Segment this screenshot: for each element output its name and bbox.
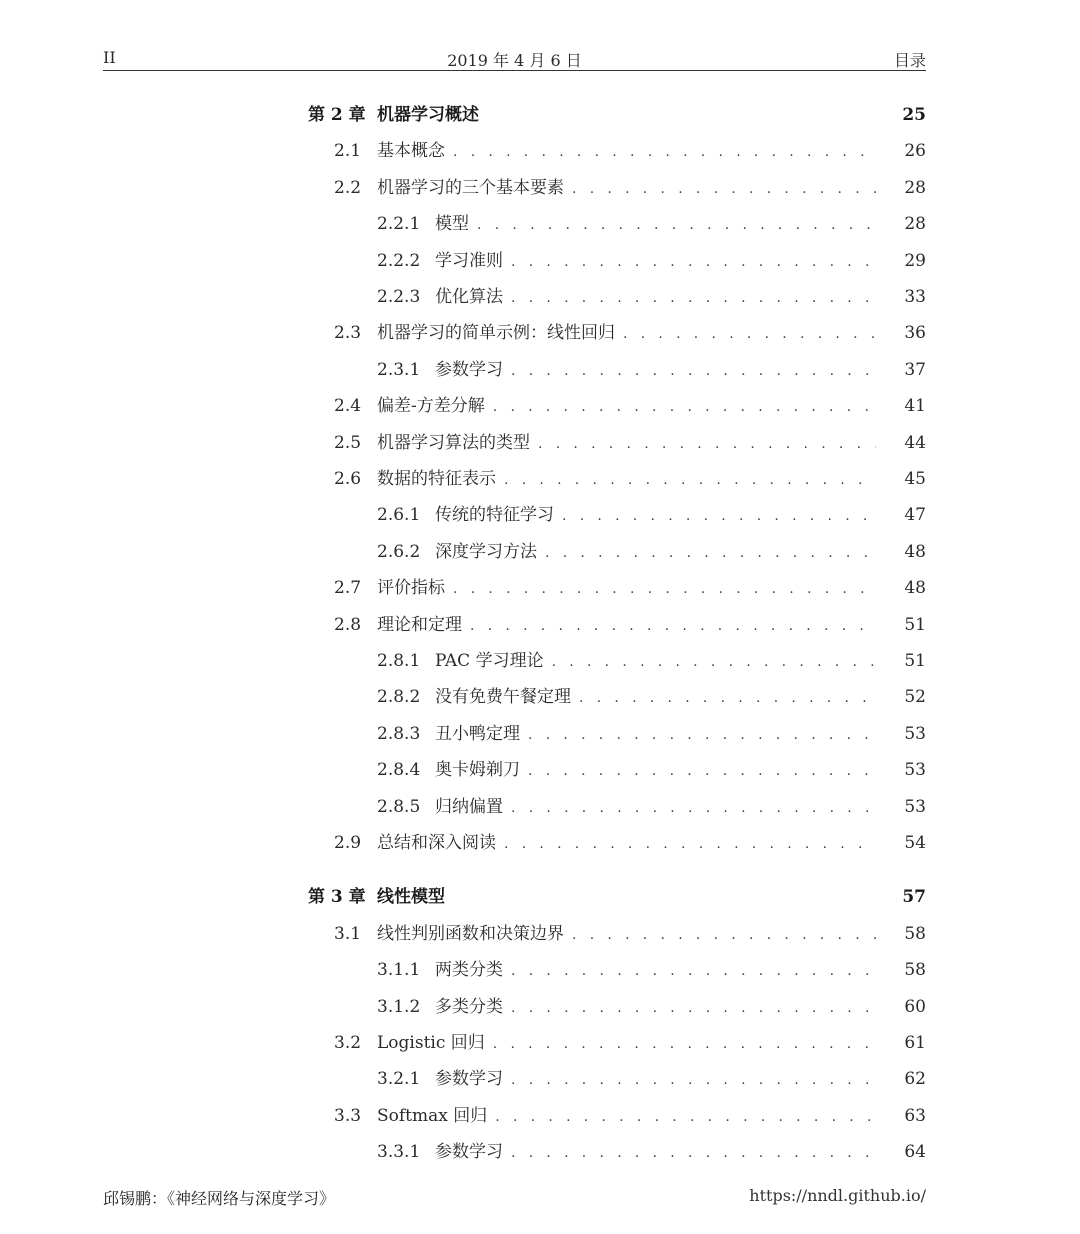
section-title: 数据的特征表示 <box>377 469 496 489</box>
page-number-roman: II <box>103 48 116 67</box>
toc-subsection-row[interactable] <box>377 956 926 984</box>
dot-leader <box>511 283 876 311</box>
section-title: 奥卡姆剃刀 <box>435 760 520 781</box>
section-page-number: 48 <box>904 578 926 599</box>
section-page-number: 62 <box>904 1069 926 1090</box>
section-page-number: 44 <box>904 432 926 453</box>
section-title: Softmax 回归 <box>377 1105 488 1126</box>
dot-leader <box>453 574 876 602</box>
section-title: 优化算法 <box>435 287 503 307</box>
section-page-number: 58 <box>904 960 926 981</box>
section-number: 2.6 <box>334 469 362 489</box>
section-title: 传统的特征学习 <box>435 505 554 526</box>
section-page-number: 47 <box>904 505 926 526</box>
section-number: 2.8 <box>334 614 362 635</box>
section-page-number: 37 <box>904 359 926 380</box>
section-number: 2.1 <box>334 141 362 162</box>
section-number: 2.8.2 <box>377 687 421 708</box>
dot-leader <box>545 538 876 566</box>
section-title: PAC 学习理论 <box>435 651 544 671</box>
section-title: Logistic 回归 <box>377 1033 485 1053</box>
section-number: 3.3 <box>334 1105 362 1126</box>
toc-section-row[interactable] <box>334 465 926 493</box>
toc-subsection-row[interactable] <box>377 1065 926 1093</box>
section-title: 两类分类 <box>435 960 503 981</box>
chapter-title: 机器学习概述 <box>377 105 479 125</box>
dot-leader <box>552 647 876 675</box>
toc-subsection-row[interactable] <box>377 756 926 784</box>
section-title: 线性判别函数和决策边界 <box>377 923 564 944</box>
dot-leader <box>562 501 876 529</box>
toc-section-row[interactable] <box>334 829 926 857</box>
section-number: 2.2.3 <box>377 287 421 307</box>
section-title: 机器学习的简单示例：线性回归 <box>377 323 615 344</box>
section-number: 2.4 <box>334 396 362 417</box>
dot-leader <box>504 465 876 493</box>
dot-leader <box>511 793 876 821</box>
chapter-number: 第 2 章 <box>308 105 366 125</box>
section-page-number: 36 <box>904 323 926 344</box>
dot-leader <box>511 1138 876 1166</box>
section-title: 多类分类 <box>435 996 503 1017</box>
toc-subsection-row[interactable] <box>377 647 926 675</box>
section-page-number: 41 <box>904 396 926 417</box>
chapter-number: 第 3 章 <box>308 887 366 908</box>
section-number: 2.7 <box>334 578 362 599</box>
section-number: 3.1.1 <box>377 960 421 981</box>
section-number: 2.6.2 <box>377 541 421 562</box>
section-page-number: 61 <box>904 1033 926 1053</box>
section-title: 理论和定理 <box>377 614 462 635</box>
chapter-page-number: 57 <box>902 887 926 908</box>
dot-leader <box>477 210 876 238</box>
section-page-number: 63 <box>904 1105 926 1126</box>
section-page-number: 53 <box>904 723 926 744</box>
section-title: 学习准则 <box>435 250 503 271</box>
section-title: 机器学习的三个基本要素 <box>377 177 564 198</box>
section-page-number: 60 <box>904 996 926 1017</box>
section-title: 参数学习 <box>435 359 503 380</box>
dot-leader <box>528 756 876 784</box>
section-number: 2.3.1 <box>377 359 421 380</box>
section-number: 2.2.2 <box>377 250 421 271</box>
header-section-title: 目录 <box>893 51 926 70</box>
toc-subsection-row[interactable] <box>377 356 926 384</box>
dot-leader <box>453 137 876 165</box>
dot-leader <box>511 247 876 275</box>
section-number: 3.2 <box>334 1033 362 1053</box>
toc-subsection-row[interactable] <box>377 720 926 748</box>
section-page-number: 54 <box>904 833 926 853</box>
header-date: 2019 年 4 月 6 日 <box>447 51 582 70</box>
section-page-number: 28 <box>904 214 926 235</box>
section-number: 2.8.5 <box>377 796 421 817</box>
section-number: 2.2 <box>334 177 362 198</box>
toc-chapter-row[interactable] <box>308 883 926 911</box>
section-page-number: 48 <box>904 541 926 562</box>
footer-book-citation: 邱锡鹏：《神经网络与深度学习》 <box>103 1189 336 1208</box>
toc-section-row[interactable] <box>334 574 926 602</box>
section-title: 参数学习 <box>435 1142 503 1163</box>
dot-leader <box>511 356 876 384</box>
dot-leader <box>511 1065 876 1093</box>
toc-subsection-row[interactable] <box>377 793 926 821</box>
section-title: 基本概念 <box>377 141 445 162</box>
section-title: 模型 <box>435 214 469 235</box>
section-number: 2.5 <box>334 432 362 453</box>
section-page-number: 28 <box>904 177 926 198</box>
dot-leader <box>572 920 876 948</box>
dot-leader <box>504 829 876 857</box>
section-page-number: 64 <box>904 1142 926 1163</box>
section-number: 3.3.1 <box>377 1142 421 1163</box>
section-number: 2.3 <box>334 323 362 344</box>
toc-chapter-row[interactable] <box>308 101 926 129</box>
section-page-number: 51 <box>904 614 926 635</box>
section-page-number: 53 <box>904 796 926 817</box>
chapter-page-number: 25 <box>902 105 926 125</box>
dot-leader <box>493 1029 876 1057</box>
toc-subsection-row[interactable] <box>377 1138 926 1166</box>
dot-leader <box>470 611 876 639</box>
section-page-number: 52 <box>904 687 926 708</box>
section-page-number: 58 <box>904 923 926 944</box>
dot-leader <box>579 683 876 711</box>
chapter-title: 线性模型 <box>377 887 445 908</box>
section-title: 归纳偏置 <box>435 796 503 817</box>
toc-subsection-row[interactable] <box>377 538 926 566</box>
section-title: 没有免费午餐定理 <box>435 687 571 708</box>
section-title: 丑小鸭定理 <box>435 723 520 744</box>
dot-leader <box>493 392 876 420</box>
section-page-number: 33 <box>904 287 926 307</box>
section-number: 3.2.1 <box>377 1069 421 1090</box>
dot-leader <box>528 720 876 748</box>
section-number: 2.2.1 <box>377 214 421 235</box>
section-number: 2.8.4 <box>377 760 421 781</box>
section-title: 深度学习方法 <box>435 541 537 562</box>
dot-leader <box>511 956 876 984</box>
toc-subsection-row[interactable] <box>377 993 926 1021</box>
toc-section-row[interactable] <box>334 137 926 165</box>
toc-section-row[interactable] <box>334 429 926 457</box>
section-number: 2.8.3 <box>377 723 421 744</box>
toc-section-row[interactable] <box>334 174 926 202</box>
toc-subsection-row[interactable] <box>377 283 926 311</box>
section-number: 3.1.2 <box>377 996 421 1017</box>
dot-leader <box>511 993 876 1021</box>
toc-section-row[interactable] <box>334 319 926 347</box>
page-footer <box>103 1186 926 1210</box>
toc-section-row[interactable] <box>334 611 926 639</box>
section-number: 3.1 <box>334 923 362 944</box>
toc-section-row[interactable] <box>334 1029 926 1057</box>
section-page-number: 45 <box>904 469 926 489</box>
dot-leader <box>572 174 876 202</box>
dot-leader <box>495 1102 876 1130</box>
toc-section-row[interactable] <box>334 392 926 420</box>
toc-subsection-row[interactable] <box>377 210 926 238</box>
section-title: 总结和深入阅读 <box>377 833 496 853</box>
section-number: 2.6.1 <box>377 505 421 526</box>
section-number: 2.9 <box>334 833 362 853</box>
footer-url[interactable]: https://nndl.github.io/ <box>749 1186 926 1205</box>
dot-leader <box>623 319 876 347</box>
section-title: 评价指标 <box>377 578 445 599</box>
toc-section-row[interactable] <box>334 1102 926 1130</box>
section-title: 参数学习 <box>435 1069 503 1090</box>
section-page-number: 26 <box>904 141 926 162</box>
dot-leader <box>538 429 876 457</box>
toc-subsection-row[interactable] <box>377 683 926 711</box>
section-page-number: 29 <box>904 250 926 271</box>
toc-subsection-row[interactable] <box>377 247 926 275</box>
section-page-number: 53 <box>904 760 926 781</box>
section-page-number: 51 <box>904 651 926 671</box>
toc-subsection-row[interactable] <box>377 501 926 529</box>
section-number: 2.8.1 <box>377 651 421 671</box>
toc-section-row[interactable] <box>334 920 926 948</box>
section-title: 机器学习算法的类型 <box>377 432 530 453</box>
section-title: 偏差-方差分解 <box>377 396 485 417</box>
